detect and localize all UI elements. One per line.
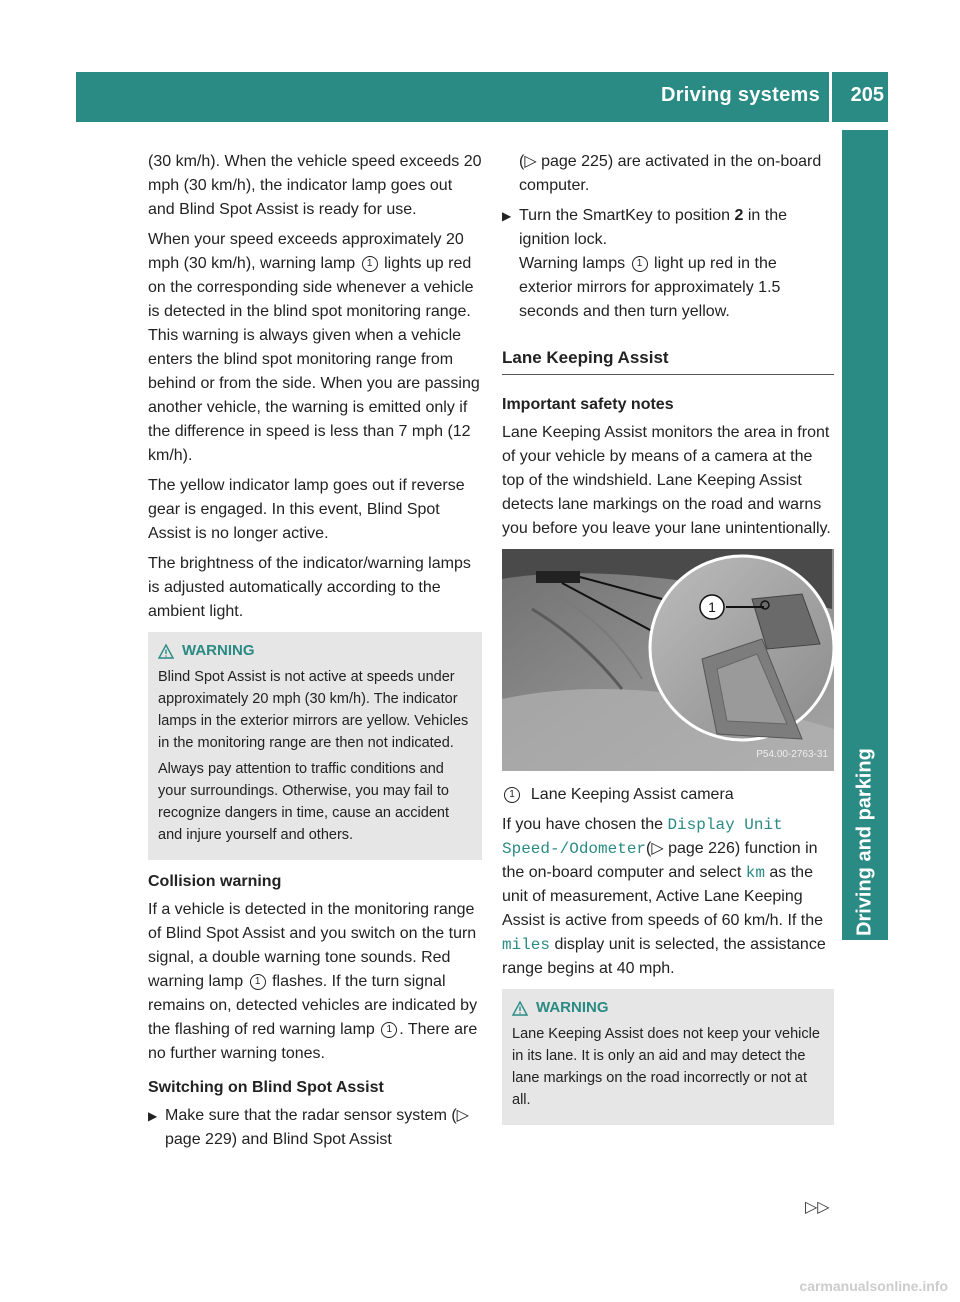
chapter-title: Driving systems: [660, 84, 820, 106]
callout-number-1: 1: [632, 256, 648, 272]
unit-miles: miles: [502, 936, 551, 954]
header-divider: [829, 72, 832, 122]
paragraph: Lane Keeping Assist monitors the area in front of your vehicle by means of a camera at the top of the windshield. Lane Keeping Assist detects lane markings on the road and warns you before you leave your lane unintentionally.: [502, 424, 831, 537]
instruction-step: ▶ Turn the SmartKey to position 2 in the ignition lock. Warning lamps 1 light up red in the exterior mirrors for approximately 1.5 seconds and then turn yellow.: [502, 204, 834, 324]
windshield-camera-image: [502, 549, 834, 771]
right-column: [502, 150, 834, 1135]
collision-heading: Collision warning: [148, 873, 282, 890]
paragraph: The yellow indicator lamp goes out if reverse gear is engaged. In this event, Blind Spot Assist is no longer active.: [148, 477, 465, 542]
callout-number-1: 1: [362, 256, 378, 272]
warning-text: Always pay attention to traffic conditions and your surroundings. Otherwise, you may fail to recognize dangers in time, cause an accident and injure yourself and others.: [158, 761, 449, 843]
left-column: [148, 150, 482, 1156]
warning-triangle-icon: [512, 1001, 528, 1016]
unit-km: km: [745, 864, 765, 882]
page-number: 205: [850, 84, 884, 106]
callout-number-1: 1: [381, 1022, 397, 1038]
header-bar: [76, 72, 888, 122]
paragraph: (30 km/h). When the vehicle speed exceeds 20 mph (30 km/h), the indicator lamp goes out and Blind Spot Assist is ready for use.: [148, 153, 482, 218]
section-side-tab: [842, 130, 888, 940]
switch-on-heading: Switching on Blind Spot Assist: [148, 1079, 384, 1096]
paragraph: The brightness of the indicator/warning lamps is adjusted automatically according to the ambient light.: [148, 555, 471, 620]
warning-box: [502, 989, 834, 1125]
continue-arrow-icon: ▷▷: [805, 1199, 830, 1216]
instruction-step: ▶ Make sure that the radar sensor system (▷ page 229) and Blind Spot Assist: [148, 1104, 482, 1152]
warning-text: Blind Spot Assist is not active at speeds under approximately 20 mph (30 km/h). The indicator lamps in the exterior mirrors are yellow. Vehicles in the monitoring range are then not indicated.: [158, 669, 469, 751]
step-arrow-icon: ▶: [148, 1109, 158, 1123]
key-position: 2: [734, 207, 744, 224]
warning-header: [512, 997, 824, 1019]
section-side-label: Driving and parking: [853, 748, 876, 936]
figure-callout-1: 1: [708, 599, 716, 615]
figure-caption: 1 Lane Keeping Assist camera: [502, 783, 834, 807]
paragraph: If you have chosen the Display Unit Speed-/Odometer(▷ page 226) function in the on-board computer and select km as the unit of measurement, Active Lane Keeping Assist is active from speeds of 60 km/h. If the miles display unit is selected, the assistance range begins at 40 mph.: [502, 816, 826, 977]
safety-heading: Important safety notes: [502, 396, 674, 413]
figure-code: P54.00-2763-31: [756, 749, 828, 760]
paragraph: (▷ page 225) are activated in the on-board computer.: [519, 153, 822, 194]
camera-figure: [502, 549, 834, 771]
callout-number-1: 1: [250, 974, 266, 990]
warning-triangle-icon: [158, 644, 174, 659]
warning-label: WARNING: [182, 642, 255, 659]
step-arrow-icon: ▶: [502, 209, 512, 223]
section-heading: Lane Keeping Assist: [502, 346, 834, 375]
warning-header: [158, 640, 472, 662]
display-setting-name: Display Unit Speed-/Odometer: [502, 816, 783, 858]
warning-box: [148, 632, 482, 860]
paragraph: If a vehicle is detected in the monitoring range of Blind Spot Assist and you switch on the turn signal, a double warning tone sounds. Red warning lamp 1 flashes. If the turn signal remains on, detected vehicles are indicated by the flashing of red warning lamp 1 . There are no further warning tones.: [148, 901, 478, 1062]
watermark: carmanualsonline.info: [799, 1278, 948, 1294]
warning-label: WARNING: [536, 999, 609, 1016]
callout-number-1: 1: [504, 787, 520, 803]
paragraph: When your speed exceeds approximately 20 mph (30 km/h), warning lamp 1 lights up red on the corresponding side whenever a vehicle is detected in the blind spot monitoring range. This warning is always given when a vehicle enters the blind spot monitoring range from behind or from the side. When you are passing another vehicle, the warning is emitted only if the difference in speed is less than 7 mph (12 km/h).: [148, 231, 480, 464]
warning-text: Lane Keeping Assist does not keep your vehicle in its lane. It is only an aid and may detect the lane markings on the road incorrectly or not at all.: [512, 1026, 820, 1108]
